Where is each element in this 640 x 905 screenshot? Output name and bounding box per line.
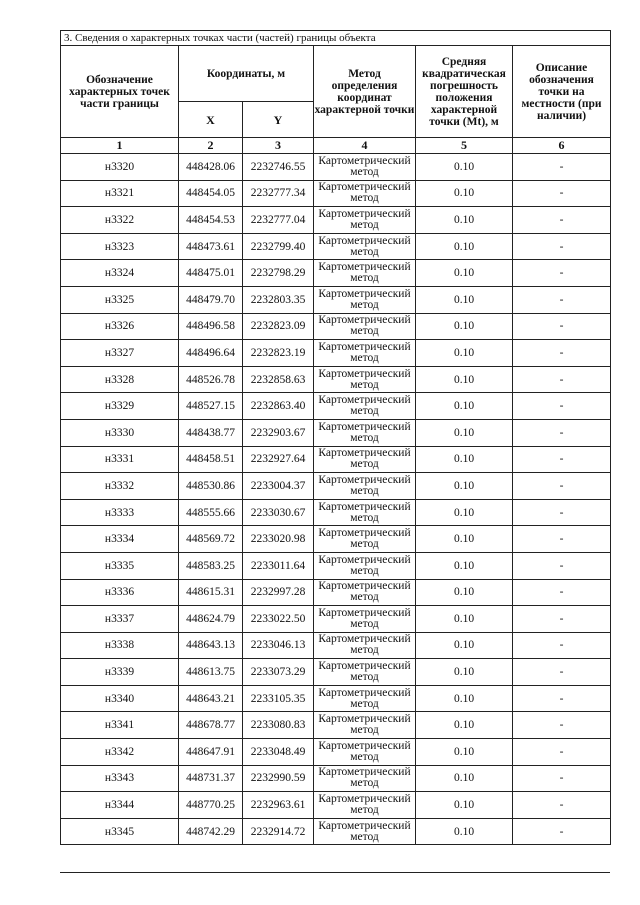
table-row — [61, 154, 611, 181]
description-cell: - — [513, 606, 611, 633]
x-cell: 448458.51 — [179, 446, 243, 473]
table-row — [61, 260, 611, 287]
y-cell: 2233020.98 — [243, 526, 314, 553]
error-cell: 0.10 — [416, 366, 513, 393]
description-cell: - — [513, 207, 611, 234]
x-cell: 448479.70 — [179, 286, 243, 313]
y-cell: 2232927.64 — [243, 446, 314, 473]
error-cell: 0.10 — [416, 499, 513, 526]
method-cell: Картометрический метод — [314, 393, 416, 420]
description-cell: - — [513, 366, 611, 393]
description-cell: - — [513, 419, 611, 446]
description-cell: - — [513, 154, 611, 181]
method-cell: Картометрический метод — [314, 712, 416, 739]
error-cell: 0.10 — [416, 473, 513, 500]
error-cell: 0.10 — [416, 154, 513, 181]
header-x: X — [179, 102, 243, 138]
point-cell: н3331 — [61, 446, 179, 473]
description-cell: - — [513, 286, 611, 313]
header-error: Средняя квадратическая погрешность положения характерной точки (Mt), м — [416, 46, 513, 138]
table-row — [61, 393, 611, 420]
x-cell: 448473.61 — [179, 233, 243, 260]
point-cell: н3332 — [61, 473, 179, 500]
method-cell: Картометрический метод — [314, 313, 416, 340]
y-cell: 2233048.49 — [243, 739, 314, 766]
error-cell: 0.10 — [416, 526, 513, 553]
method-cell: Картометрический метод — [314, 499, 416, 526]
column-number: 2 — [179, 138, 243, 154]
point-cell: н3339 — [61, 659, 179, 686]
method-cell: Картометрический метод — [314, 685, 416, 712]
table-row — [61, 792, 611, 819]
method-cell: Картометрический метод — [314, 765, 416, 792]
description-cell: - — [513, 659, 611, 686]
point-cell: н3326 — [61, 313, 179, 340]
x-cell: 448530.86 — [179, 473, 243, 500]
table-row — [61, 632, 611, 659]
table-row — [61, 499, 611, 526]
y-cell: 2233004.37 — [243, 473, 314, 500]
error-cell: 0.10 — [416, 792, 513, 819]
error-cell: 0.10 — [416, 818, 513, 845]
error-cell: 0.10 — [416, 286, 513, 313]
method-cell: Картометрический метод — [314, 792, 416, 819]
point-cell: н3320 — [61, 154, 179, 181]
point-cell: н3341 — [61, 712, 179, 739]
point-cell: н3322 — [61, 207, 179, 234]
method-cell: Картометрический метод — [314, 286, 416, 313]
method-cell: Картометрический метод — [314, 552, 416, 579]
description-cell: - — [513, 685, 611, 712]
point-cell: н3345 — [61, 818, 179, 845]
method-cell: Картометрический метод — [314, 340, 416, 367]
x-cell: 448454.53 — [179, 207, 243, 234]
x-cell: 448770.25 — [179, 792, 243, 819]
error-cell: 0.10 — [416, 260, 513, 287]
table-row — [61, 765, 611, 792]
x-cell: 448678.77 — [179, 712, 243, 739]
error-cell: 0.10 — [416, 712, 513, 739]
description-cell: - — [513, 473, 611, 500]
point-cell: н3327 — [61, 340, 179, 367]
method-cell: Картометрический метод — [314, 154, 416, 181]
x-cell: 448454.05 — [179, 180, 243, 207]
table-row — [61, 552, 611, 579]
description-cell: - — [513, 765, 611, 792]
table-row — [61, 579, 611, 606]
description-cell: - — [513, 739, 611, 766]
x-cell: 448527.15 — [179, 393, 243, 420]
description-cell: - — [513, 446, 611, 473]
table-row — [61, 712, 611, 739]
method-cell: Картометрический метод — [314, 632, 416, 659]
point-cell: н3324 — [61, 260, 179, 287]
method-cell: Картометрический метод — [314, 260, 416, 287]
footer-divider — [60, 872, 610, 873]
point-cell: н3342 — [61, 739, 179, 766]
column-numbers-row — [61, 138, 611, 154]
error-cell: 0.10 — [416, 606, 513, 633]
y-cell: 2233073.29 — [243, 659, 314, 686]
y-cell: 2232858.63 — [243, 366, 314, 393]
description-cell: - — [513, 260, 611, 287]
x-cell: 448624.79 — [179, 606, 243, 633]
x-cell: 448742.29 — [179, 818, 243, 845]
description-cell: - — [513, 552, 611, 579]
y-cell: 2232823.09 — [243, 313, 314, 340]
point-cell: н3321 — [61, 180, 179, 207]
method-cell: Картометрический метод — [314, 606, 416, 633]
method-cell: Картометрический метод — [314, 446, 416, 473]
method-cell: Картометрический метод — [314, 419, 416, 446]
column-number: 3 — [243, 138, 314, 154]
y-cell: 2233011.64 — [243, 552, 314, 579]
column-number: 5 — [416, 138, 513, 154]
y-cell: 2232777.04 — [243, 207, 314, 234]
error-cell: 0.10 — [416, 659, 513, 686]
points-table — [60, 30, 611, 845]
y-cell: 2232963.61 — [243, 792, 314, 819]
error-cell: 0.10 — [416, 233, 513, 260]
description-cell: - — [513, 180, 611, 207]
table-row — [61, 606, 611, 633]
error-cell: 0.10 — [416, 446, 513, 473]
x-cell: 448613.75 — [179, 659, 243, 686]
point-cell: н3343 — [61, 765, 179, 792]
table-row — [61, 286, 611, 313]
method-cell: Картометрический метод — [314, 739, 416, 766]
x-cell: 448569.72 — [179, 526, 243, 553]
y-cell: 2233105.35 — [243, 685, 314, 712]
header-designation: Обозначение характерных точек части границы — [61, 46, 179, 138]
x-cell: 448475.01 — [179, 260, 243, 287]
y-cell: 2232990.59 — [243, 765, 314, 792]
table-row — [61, 419, 611, 446]
y-cell: 2233080.83 — [243, 712, 314, 739]
header-y: Y — [243, 102, 314, 138]
table-row — [61, 313, 611, 340]
error-cell: 0.10 — [416, 579, 513, 606]
description-cell: - — [513, 233, 611, 260]
header-description: Описание обозначения точки на местности (при наличии) — [513, 46, 611, 138]
y-cell: 2232777.34 — [243, 180, 314, 207]
description-cell: - — [513, 579, 611, 606]
column-number: 6 — [513, 138, 611, 154]
x-cell: 448731.37 — [179, 765, 243, 792]
y-cell: 2232803.35 — [243, 286, 314, 313]
y-cell: 2232823.19 — [243, 340, 314, 367]
error-cell: 0.10 — [416, 313, 513, 340]
point-cell: н3336 — [61, 579, 179, 606]
description-cell: - — [513, 340, 611, 367]
error-cell: 0.10 — [416, 180, 513, 207]
error-cell: 0.10 — [416, 207, 513, 234]
y-cell: 2232914.72 — [243, 818, 314, 845]
description-cell: - — [513, 313, 611, 340]
error-cell: 0.10 — [416, 393, 513, 420]
point-cell: н3335 — [61, 552, 179, 579]
table-row — [61, 207, 611, 234]
x-cell: 448583.25 — [179, 552, 243, 579]
table-row — [61, 233, 611, 260]
table-body — [61, 154, 611, 845]
method-cell: Картометрический метод — [314, 579, 416, 606]
method-cell: Картометрический метод — [314, 818, 416, 845]
x-cell: 448643.13 — [179, 632, 243, 659]
column-number: 1 — [61, 138, 179, 154]
x-cell: 448526.78 — [179, 366, 243, 393]
method-cell: Картометрический метод — [314, 526, 416, 553]
method-cell: Картометрический метод — [314, 207, 416, 234]
x-cell: 448647.91 — [179, 739, 243, 766]
x-cell: 448438.77 — [179, 419, 243, 446]
x-cell: 448555.66 — [179, 499, 243, 526]
point-cell: н3333 — [61, 499, 179, 526]
description-cell: - — [513, 792, 611, 819]
point-cell: н3334 — [61, 526, 179, 553]
y-cell: 2232798.29 — [243, 260, 314, 287]
error-cell: 0.10 — [416, 552, 513, 579]
x-cell: 448496.64 — [179, 340, 243, 367]
table-row — [61, 340, 611, 367]
error-cell: 0.10 — [416, 632, 513, 659]
description-cell: - — [513, 499, 611, 526]
table-row — [61, 366, 611, 393]
y-cell: 2232746.55 — [243, 154, 314, 181]
y-cell: 2232863.40 — [243, 393, 314, 420]
y-cell: 2233030.67 — [243, 499, 314, 526]
x-cell: 448496.58 — [179, 313, 243, 340]
x-cell: 448643.21 — [179, 685, 243, 712]
method-cell: Картометрический метод — [314, 233, 416, 260]
error-cell: 0.10 — [416, 765, 513, 792]
x-cell: 448428.06 — [179, 154, 243, 181]
point-cell: н3330 — [61, 419, 179, 446]
table-row — [61, 446, 611, 473]
point-cell: н3329 — [61, 393, 179, 420]
description-cell: - — [513, 393, 611, 420]
x-cell: 448615.31 — [179, 579, 243, 606]
error-cell: 0.10 — [416, 419, 513, 446]
point-cell: н3328 — [61, 366, 179, 393]
y-cell: 2232903.67 — [243, 419, 314, 446]
point-cell: н3338 — [61, 632, 179, 659]
point-cell: н3323 — [61, 233, 179, 260]
document-page — [60, 30, 610, 845]
header-coordinates: Координаты, м — [179, 46, 314, 102]
point-cell: н3340 — [61, 685, 179, 712]
description-cell: - — [513, 712, 611, 739]
y-cell: 2233046.13 — [243, 632, 314, 659]
method-cell: Картометрический метод — [314, 473, 416, 500]
table-row — [61, 473, 611, 500]
table-row — [61, 818, 611, 845]
error-cell: 0.10 — [416, 685, 513, 712]
column-number: 4 — [314, 138, 416, 154]
method-cell: Картометрический метод — [314, 659, 416, 686]
method-cell: Картометрический метод — [314, 366, 416, 393]
table-row — [61, 659, 611, 686]
point-cell: н3337 — [61, 606, 179, 633]
error-cell: 0.10 — [416, 340, 513, 367]
header-method: Метод определения координат характерной точки — [314, 46, 416, 138]
y-cell: 2233022.50 — [243, 606, 314, 633]
point-cell: н3325 — [61, 286, 179, 313]
error-cell: 0.10 — [416, 739, 513, 766]
section-title: 3. Сведения о характерных точках части (частей) границы объекта — [61, 31, 611, 46]
table-row — [61, 685, 611, 712]
y-cell: 2232799.40 — [243, 233, 314, 260]
description-cell: - — [513, 632, 611, 659]
y-cell: 2232997.28 — [243, 579, 314, 606]
table-row — [61, 739, 611, 766]
table-row — [61, 526, 611, 553]
description-cell: - — [513, 818, 611, 845]
method-cell: Картометрический метод — [314, 180, 416, 207]
point-cell: н3344 — [61, 792, 179, 819]
description-cell: - — [513, 526, 611, 553]
table-row — [61, 180, 611, 207]
